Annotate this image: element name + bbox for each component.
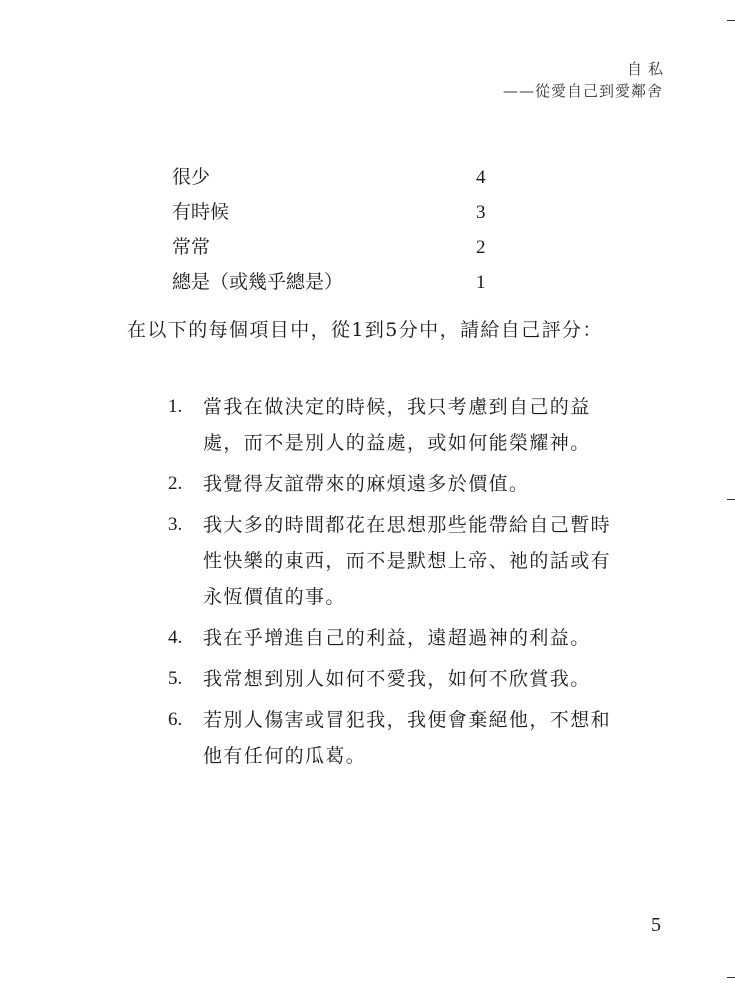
scale-row: [172, 195, 492, 230]
book-subtitle: ——從愛自己到愛鄰舍: [502, 82, 663, 100]
list-item: [168, 702, 616, 774]
scale-row: [172, 265, 492, 300]
scale-score: 1: [476, 272, 486, 293]
rating-scale: [172, 160, 492, 300]
scale-row: [172, 160, 492, 195]
list-item: [168, 661, 616, 697]
list-item: [168, 620, 616, 656]
instruction-paragraph: 在以下的每個項目中，從1到5分中，請給自己評分：: [127, 319, 603, 341]
item-number: 1.: [168, 396, 183, 417]
item-number: 4.: [168, 627, 183, 648]
crop-mark-top: [727, 20, 735, 21]
running-head: [502, 58, 669, 102]
list-item: [168, 466, 616, 502]
item-text: 我大多的時間都花在思想那些能帶給自己暫時性快樂的東西，而不是默想上帝、祂的話或有永恆價值的事。: [203, 514, 612, 608]
scale-label: 很少: [172, 166, 211, 188]
list-item: [168, 507, 616, 615]
item-number: 3.: [168, 514, 183, 535]
scale-label: 有時候: [172, 201, 230, 223]
scale-score: 3: [476, 202, 486, 223]
item-text: 我在乎增進自己的利益，遠超過神的利益。: [203, 627, 591, 649]
crop-mark-bottom: [727, 977, 735, 978]
item-number: 5.: [168, 668, 183, 689]
page-number: 5: [651, 914, 661, 936]
list-item: [168, 389, 616, 461]
scale-row: [172, 230, 492, 265]
book-title: 自私: [626, 60, 669, 78]
item-number: 2.: [168, 473, 183, 494]
scale-score: 2: [476, 237, 486, 258]
item-number: 6.: [168, 709, 183, 730]
self-assessment-list: [168, 389, 616, 779]
scale-score: 4: [476, 167, 486, 188]
scale-label: 總是（或幾乎總是）: [172, 271, 344, 293]
item-text: 當我在做決定的時候，我只考慮到自己的益處，而不是別人的益處，或如何能榮耀神。: [203, 396, 591, 454]
item-text: 若別人傷害或冒犯我，我便會棄絕他，不想和他有任何的瓜葛。: [203, 709, 612, 767]
item-text: 我常想到別人如何不愛我，如何不欣賞我。: [203, 668, 591, 690]
item-text: 我覺得友誼帶來的麻煩遠多於價值。: [203, 473, 530, 495]
scale-label: 常常: [172, 236, 211, 258]
crop-mark-middle: [727, 499, 735, 500]
